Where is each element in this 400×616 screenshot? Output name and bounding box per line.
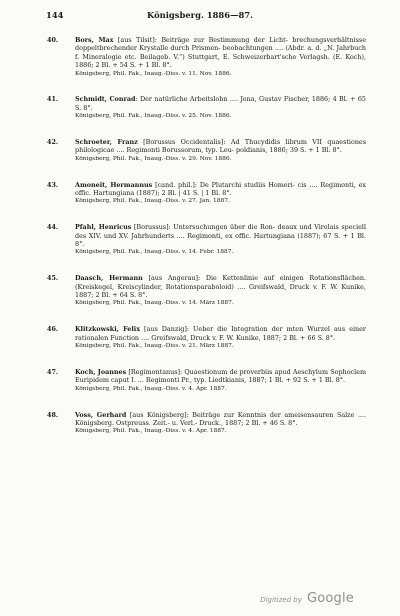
entry-body	[75, 411, 366, 428]
entry-body	[75, 181, 366, 198]
entry-number: 44.	[47, 223, 59, 232]
entry-number: 48.	[47, 410, 59, 419]
entry-body	[75, 325, 366, 342]
author-name: Daasch, Hermann	[75, 274, 143, 283]
page-title: Königsberg. 1886—87.	[146, 10, 254, 20]
entry-body	[75, 138, 366, 155]
entry-number: 41.	[47, 95, 59, 104]
google-watermark	[260, 587, 354, 606]
entry-number: 40.	[47, 36, 59, 44]
author-name: Voss, Gerhard	[75, 410, 127, 419]
entry-dissertation-note: Königsberg, Phil. Fak., Inaug.-Diss. v. 14. Febr. 1887.	[75, 249, 234, 256]
entry-number: 47.	[47, 367, 59, 376]
entry-text: [aus Tilsit]: Beiträge zur Bestimmung der Licht- brechungsverhältnisse doppeltbrechender Krystalle durch Prismen- beobachtungen .... (Abdr. a. d. „N. Jahrbuch f. Mineralogie etc. Beilageb. V.“) Stuttgart, E. Schweizerbart'sche Verlagsh. (E. Koch), 1886; 2 Bl. + 54 S. + 1 Bl. 8°.	[75, 36, 366, 70]
entry-dissertation-note: Königsberg, Phil. Fak., Inaug.-Diss. v. 11. Nov. 1886.	[75, 70, 232, 77]
entry-dissertation-note: Königsberg, Phil. Fak., Inaug.-Diss. v. 27. Jan. 1887.	[75, 198, 230, 205]
entry-dissertation-note: Königsberg, Phil. Fak., Inaug.-Diss. v. 14. März 1887.	[75, 300, 234, 307]
entry-list	[46, 36, 366, 453]
entry-body	[75, 274, 366, 299]
entry-dissertation-note: Königsberg, Phil. Fak., Inaug.-Diss. v. 25. Nov. 1886.	[75, 113, 232, 120]
entry-body	[75, 368, 366, 385]
entry-number: 46.	[47, 325, 59, 334]
author-name: Pfahl, Henricus	[75, 223, 132, 232]
author-name: Bors, Max	[75, 36, 114, 44]
list-item	[46, 411, 366, 436]
entry-number: 43.	[47, 180, 59, 189]
entry-dissertation-note: Königsberg, Phil. Fak., Inaug.-Diss. v. 21. März 1887.	[75, 343, 234, 350]
list-item	[46, 274, 366, 308]
entry-text: [Borussus]: Untersuchungen über die Ron- deaux und Virelais speciell des XIV. und XV. Jahrhunderts .... Regimonti, ex offic. Hartungiana (1887); 67 S. + 1 Bl. 8°.	[75, 223, 366, 249]
author-name: Klitzkowski, Felix	[75, 325, 141, 334]
entry-text: [aus Angerau]: Die Kettenlinie auf einigen Rotationsflächen. (Kreiskegel, Kreiscylinder, Rotationsparaboloid) .... Greifswald, Druck v. F. W. Kunike, 1887; 2 Bl. + 64 S. 8°.	[75, 274, 366, 300]
entry-text: [Borussus Occidentalis]: Ad Thucydidis librum VII quaestiones philologicae .... Regimonti Borussorum, typ. Leu- poldianis, 1886; 39 S. + 1 Bl. 8°.	[75, 138, 366, 155]
list-item	[46, 368, 366, 393]
author-name: Amoneit, Hermannus	[75, 180, 153, 189]
list-item	[46, 181, 366, 206]
list-item	[46, 325, 366, 350]
watermark-brand: Google	[306, 591, 354, 606]
entry-body	[75, 95, 366, 112]
entry-dissertation-note: Königsberg, Phil. Fak., Inaug.-Diss. v. 4. Apr. 1887.	[75, 385, 227, 392]
entry-text: [aus Danzig]: Ueber die Integration der mten Wurzel aus einer rationalen Function .... Greifswald, Druck v. F. W. Kunike, 1887; 2 Bl. + 66 S. 8°.	[75, 325, 366, 342]
entry-text: [aus Königsberg]: Beiträge zur Kenntnis der ameisensauren Salze .... Königsberg. Ostpreuss. Zeit.- u. Verl.- Druck., 1887; 2 Bl. + 46 S. 8°.	[75, 410, 366, 427]
watermark-digitized: Digitized by	[260, 596, 302, 604]
list-item	[46, 95, 366, 120]
page-number: 144	[46, 10, 64, 20]
entry-body	[75, 36, 366, 70]
author-name: Schroeter, Franz	[75, 138, 138, 147]
entry-dissertation-note: Königsberg, Phil. Fak., Inaug.-Diss. v. 4. Apr. 1887.	[75, 428, 227, 435]
list-item	[46, 138, 366, 163]
entry-body	[75, 223, 366, 248]
entry-text: [cand. phil.]: De Plutarchi studiis Homeri- cis .... Regimonti, ex offic. Hartungiana (1887); 2 Bl. | 41 S. | 1 Bl. 8°.	[75, 180, 366, 198]
author-name: Schmidt, Conrad	[75, 95, 136, 104]
entry-number: 42.	[47, 138, 59, 147]
entry-dissertation-note: Königsberg, Phil. Fak., Inaug.-Diss. v. 29. Nov. 1886.	[75, 155, 232, 162]
entry-text: : Der natürliche Arbeitslohn .... Jena, Gustav Fischer, 1886; 4 Bl. + 65 S. 8°.	[75, 95, 366, 112]
list-item	[46, 36, 366, 78]
list-item	[46, 223, 366, 257]
page-header	[46, 10, 354, 22]
entry-text: [Regimontanus]: Quaestionum de proverbiis apud Aeschylum Sophoclem Euripidem caput I. ... Regimonti Pr., typ. Liedtkianis, 1887; 1 Bl. + 92 S. + 1 Bl. 8°.	[75, 367, 367, 385]
entry-number: 45.	[47, 274, 59, 283]
author-name: Koch, Joannes	[75, 367, 127, 376]
